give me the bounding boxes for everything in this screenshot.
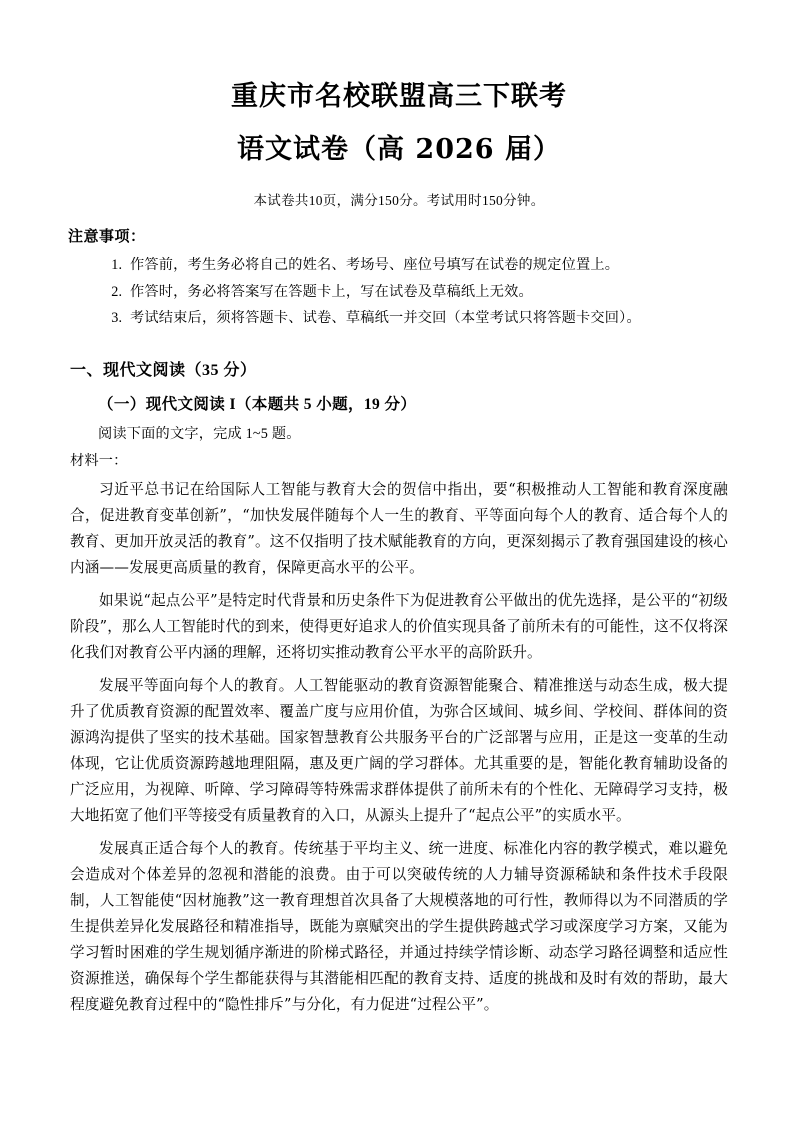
- notice-item: 2. 作答时，务必将答案写在答题卡上，写在试卷及草稿纸上无效。: [126, 279, 728, 305]
- notice-heading: 注意事项：: [68, 229, 146, 246]
- notice-item: 3. 考试结束后，须将答题卡、试卷、草稿纸一并交回（本堂考试只将答题卡交回）。: [126, 305, 728, 331]
- body-paragraph: 发展真正适合每个人的教育。传统基于平均主义、统一进度、标准化内容的教学模式，难以避免会造成对个体差异的忽视和潜能的浪费。由于可以突破传统的人力辅导资源稀缺和条件技术手段限制，人工智能使“因材施教”这一教育理想首次具备了大规模落地的可行性，教师得以为不同潜质的学生提供差异化发展路径和精准指导，既能为禀赋突出的学生提供跨越式学习或深度学习方案，又能为学习暂时困难的学生规划循序渐进的阶梯式路径，并通过持续学情诊断、动态学习路径调整和适应性资源推送，确保每个学生都能获得与其潜能相匹配的教育支持、适度的挑战和及时有效的帮助，最大程度避免教育过程中的“隐性排斥”与分化，有力促进“过程公平”。: [70, 839, 728, 1013]
- body-paragraph: 习近平总书记在给国际人工智能与教育大会的贺信中指出，要“积极推动人工智能和教育深度融合，促进教育变革创新”，“加快发展伴随每个人一生的教育、平等面向每个人的教育、适合每个人的教育、更加开放灵活的教育”。这不仅指明了技术赋能教育的方向，更深刻揭示了教育强国建设的核心内涵——发展更高质量的教育，保障更高水平的公平。: [70, 481, 728, 577]
- page-title: 重庆市名校联盟高三下联考: [231, 81, 567, 112]
- body-paragraph: 如果说“起点公平”是特定时代背景和历史条件下为促进教育公平做出的优先选择，是公平的“初级阶段”，那么人工智能时代的到来，使得更好追求人的价值实现具备了前所未有的可能性，这不仅将深化我们对教育公平内涵的理解，还将切实推动教育公平水平的高阶跃升。: [70, 592, 728, 661]
- body-paragraph: 发展平等面向每个人的教育。人工智能驱动的教育资源智能聚合、精准推送与动态生成，极大提升了优质教育资源的配置效率、覆盖广度与应用价值，为弥合区域间、城乡间、学校间、群体间的资源鸿沟提供了坚实的技术基础。国家智慧教育公共服务平台的广泛部署与应用，正是这一变革的生动体现，它让优质资源跨越地理阻隔，惠及更广阔的学习群体。尤其重要的是，智能化教育辅助设备的广泛应用，为视障、听障、学习障碍等特殊需求群体提供了前所未有的个性化、无障碍学习支持，极大地拓宽了他们平等接受有质量教育的入口，从源头上提升了“起点公平”的实质水平。: [70, 676, 728, 824]
- material-label: 材料一：: [70, 453, 128, 470]
- page-subtitle: 语文试卷（高 2026 届）: [237, 133, 561, 165]
- section-heading: 一、现代文阅读（35 分）: [70, 362, 257, 380]
- notice-list: [70, 252, 728, 331]
- notice-item: 1. 作答前，考生务必将自己的姓名、考场号、座位号填写在试卷的规定位置上。: [126, 252, 728, 278]
- subsection-heading: （一）现代文阅读 I（本题共 5 小题，19 分）: [98, 396, 417, 414]
- exam-meta: 本试卷共10页，满分150分。考试用时150分钟。: [253, 193, 545, 209]
- reading-instruction: 阅读下面的文字，完成 1~5 题。: [98, 426, 301, 443]
